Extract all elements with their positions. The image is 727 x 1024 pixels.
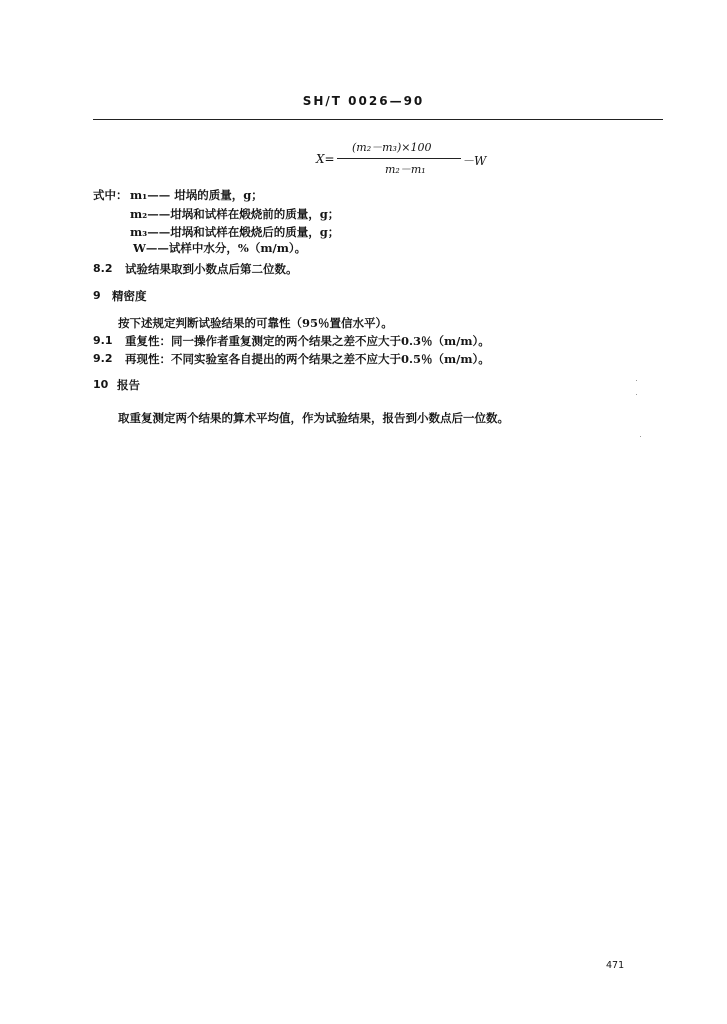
section-10-number: 10 [93,378,109,391]
legend-prefix: 式中： [93,188,128,202]
clause-9-1-text: 重复性：同一操作者重复测定的两个结果之差不应大于0.3％（m/m）。 [125,334,490,348]
page-number: 471 [606,960,625,971]
clause-8-2-text: 试验结果取到小数点后第二位数。 [125,262,298,276]
section-9-number: 9 [93,289,101,302]
clause-9-1-number: 9.1 [93,334,113,347]
scan-speck [636,380,637,381]
legend-item: W——试样中水分，%（m/m）。 [133,241,307,255]
fraction-bar [337,158,461,159]
formula-numerator: (m₂－m₃)×100 [352,141,432,154]
header-rule [93,119,663,120]
section-10-text: 取重复测定两个结果的算术平均值，作为试验结果，报告到小数点后一位数。 [118,411,509,425]
legend-item: m₂——坩埚和试样在煅烧前的质量，g； [130,207,340,221]
legend-item: m₃——坩埚和试样在煅烧后的质量，g； [130,225,340,239]
scan-speck [636,394,637,395]
clause-9-2-number: 9.2 [93,352,113,365]
clause-8-2-number: 8.2 [93,262,113,275]
formula-lhs: X= [316,152,335,166]
formula-denominator: m₂－m₁ [385,163,426,176]
scan-speck [640,436,641,437]
clause-9-2-text: 再现性：不同实验室各自提出的两个结果之差不应大于0.5％（m/m）。 [125,352,490,366]
legend-item: m₁—— 坩埚的质量，g； [130,188,263,202]
section-10-title: 报告 [117,378,140,392]
section-9-title: 精密度 [112,289,147,303]
document-code-header: SH/T 0026—90 [302,94,425,108]
section-9-intro: 按下述规定判断试验结果的可靠性（95％置信水平）。 [118,316,393,330]
formula-rhs: －W [462,154,487,168]
